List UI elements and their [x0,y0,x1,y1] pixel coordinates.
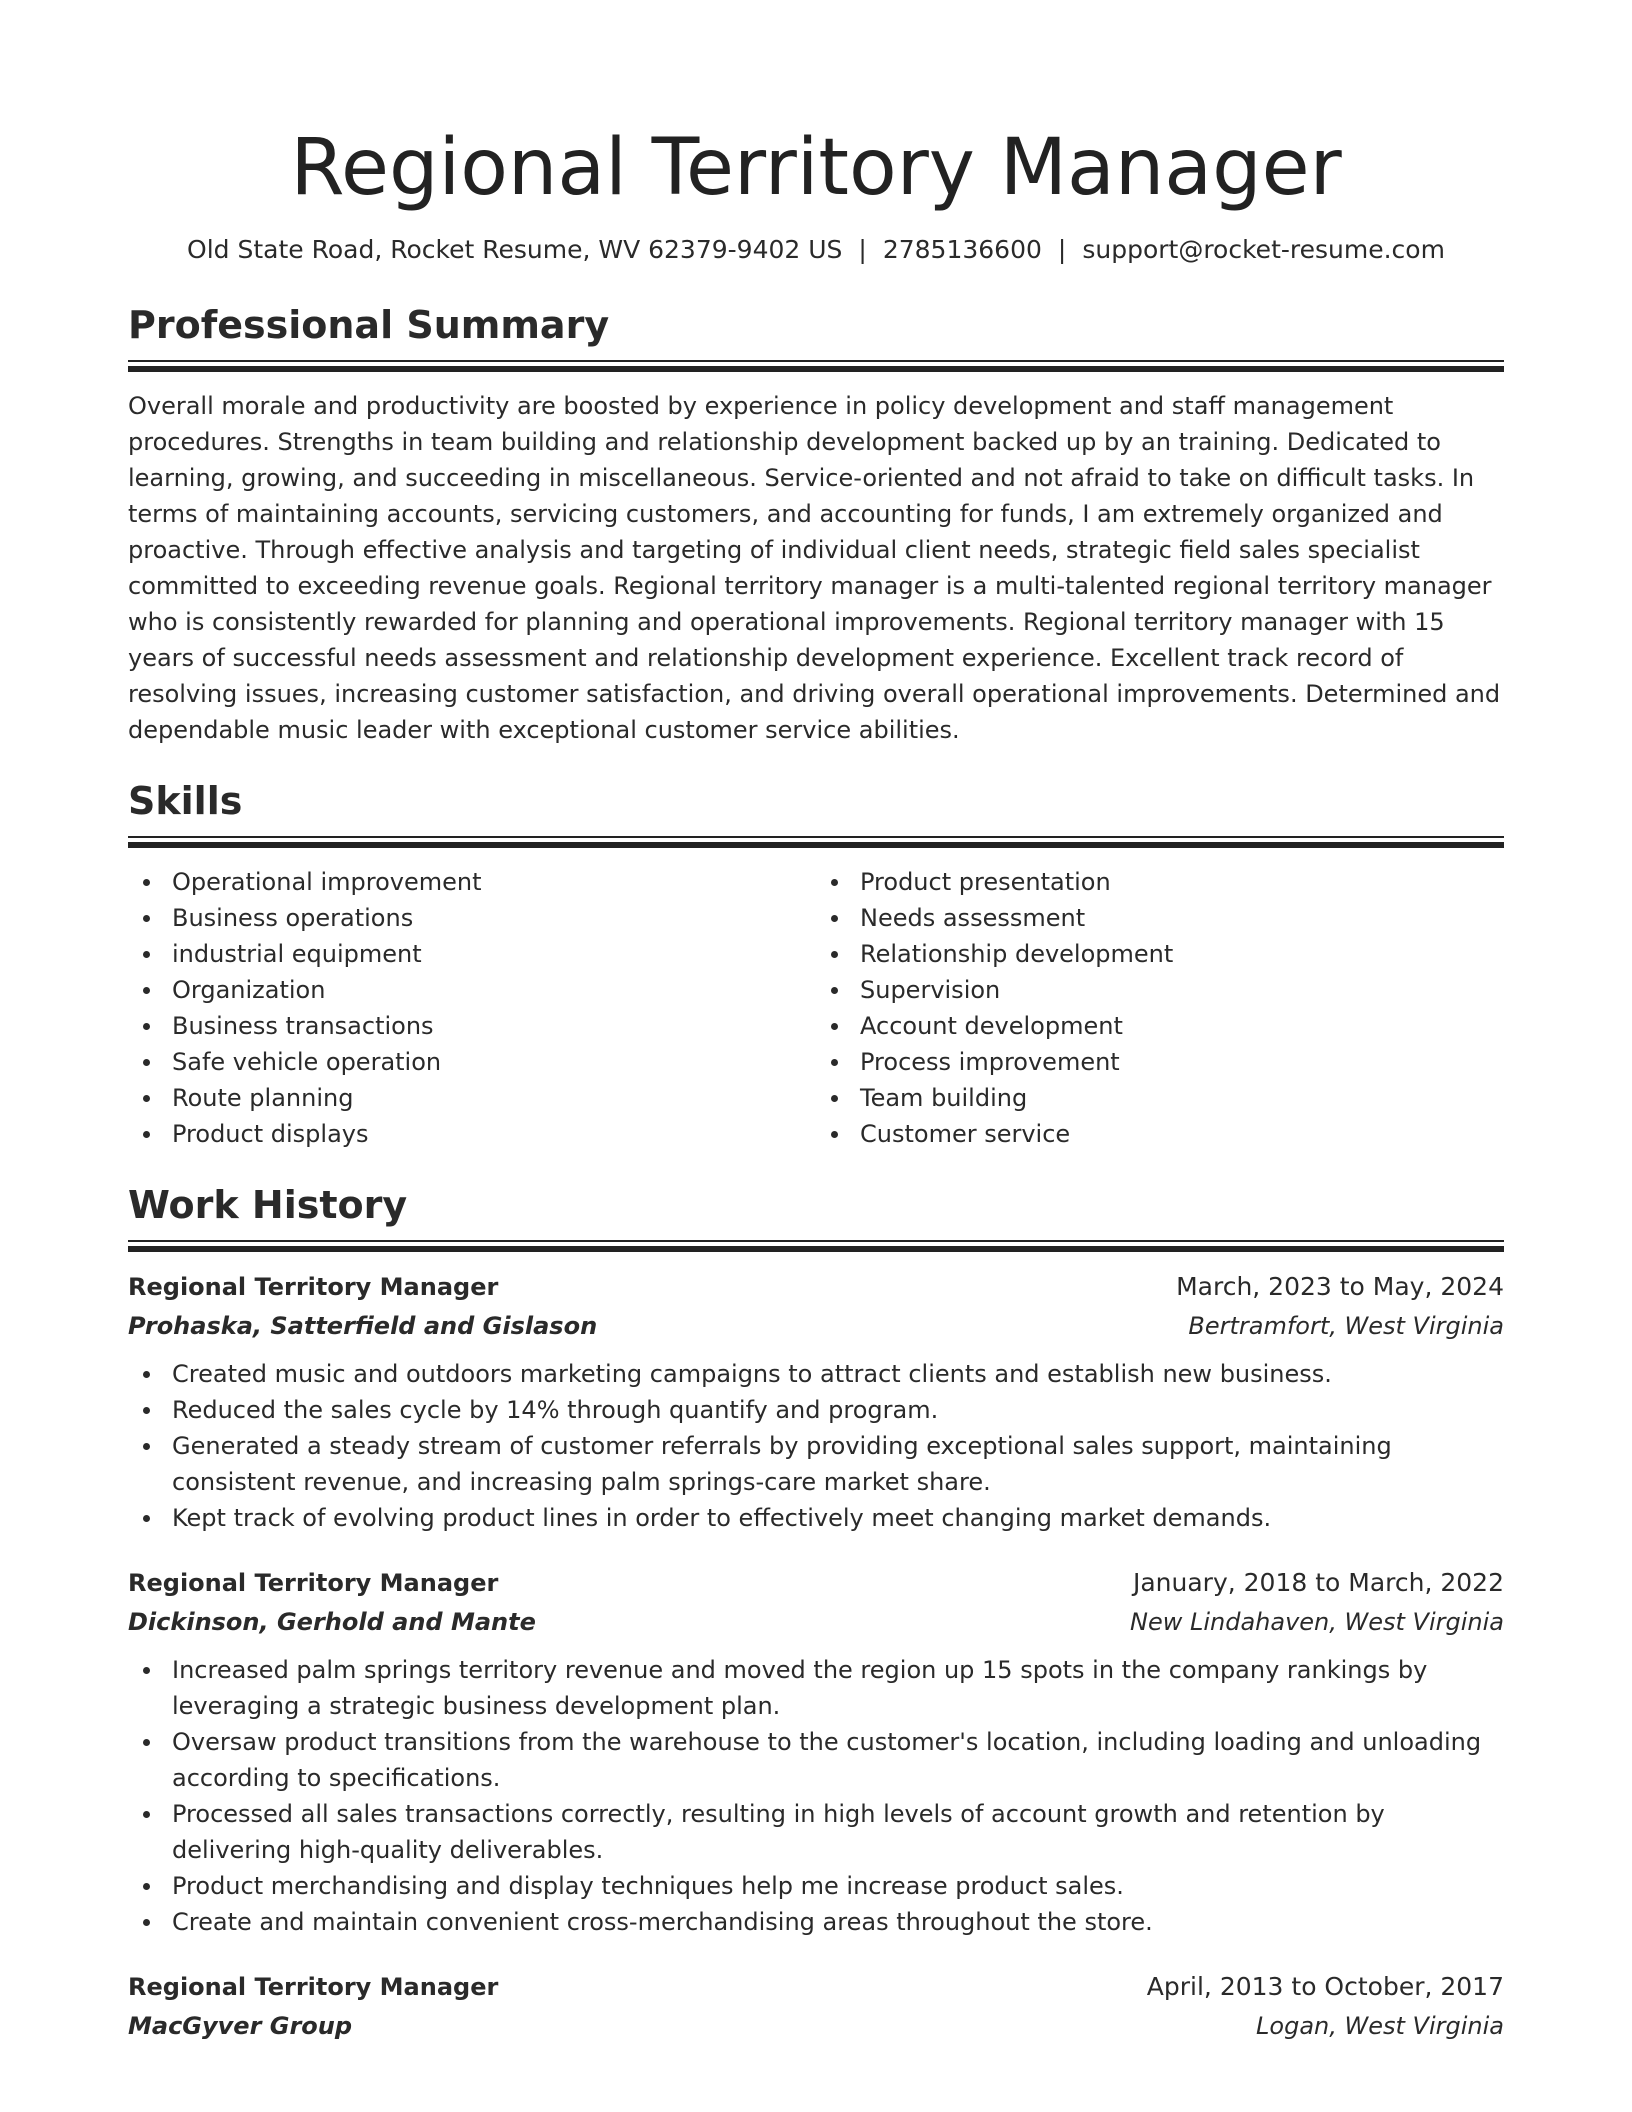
summary-text: Overall morale and productivity are boosted by experience in policy development and staff management procedures. Strengths in team building and relationship development backed up by an training. Dedicated to learning, growing, and succeeding in miscellaneous. Service-oriented and not afraid to take on difficult tasks. In terms of maintaining accounts, servicing customers, and accounting for funds, I am extremely organized and proactive. Through effective analysis and targeting of individual client needs, strategic field sales specialist committed to exceeding revenue goals. Regional territory manager is a multi-talented regional territory manager who is consistently rewarded for planning and operational improvements. Regional territory manager with 15 years of successful needs assessment and relationship development experience. Excellent track record of resolving issues, increasing customer satisfaction, and driving overall operational improvements. Determined and dependable music leader with exceptional customer service abilities. [128,392,1501,744]
skill-item: Process improvement [860,1044,1504,1080]
job-company: MacGyver Group [128,2012,353,2040]
skill-item: Safe vehicle operation [172,1044,816,1080]
job-company-row [128,1602,1504,1642]
contact-phone: 2785136600 [882,235,1042,264]
job-bullet: Reduced the sales cycle by 14% through quantify and program. [172,1392,1504,1428]
job-dates: April, 2013 to October, 2017 [1146,1972,1504,2001]
skill-item: Account development [860,1008,1504,1044]
job-header-row [128,1968,1504,2006]
contact-address: Old State Road, Rocket Resume, WV 62379-9402 US [187,235,843,264]
skill-item: Supervision [860,972,1504,1008]
job-entry [128,1564,1504,1940]
job-dates: January, 2018 to March, 2022 [1132,1568,1504,1597]
work-history-section [128,1182,1504,2046]
job-bullet: Increased palm springs territory revenue and moved the region up 15 spots in the company rankings by leveraging a strategic business development plan. [172,1652,1504,1724]
job-entry [128,1968,1504,2046]
skills-column-left [128,864,816,1152]
job-location: New Lindahaven, West Virginia [1129,1608,1504,1636]
contact-separator: | [858,235,867,264]
job-header-row [128,1268,1504,1306]
contact-line [128,234,1504,266]
skills-section [128,778,1504,1152]
resume-page [128,0,1504,2074]
skill-item: Organization [172,972,816,1008]
job-title: Regional Territory Manager [128,1973,499,2001]
skill-item: Team building [860,1080,1504,1116]
skill-item: Product presentation [860,864,1504,900]
skills-grid [128,864,1504,1152]
skill-item: Route planning [172,1080,816,1116]
contact-email: support@rocket-resume.com [1082,235,1445,264]
summary-section [128,302,1504,748]
skill-item: Business operations [172,900,816,936]
job-bullet: Create and maintain convenient cross-merchandising areas throughout the store. [172,1904,1504,1940]
skill-item: Needs assessment [860,900,1504,936]
section-divider [128,1240,1504,1252]
job-company: Prohaska, Satterfield and Gislason [128,1312,598,1340]
skill-item: Relationship development [860,936,1504,972]
section-divider [128,360,1504,372]
job-bullet: Created music and outdoors marketing campaigns to attract clients and establish new business. [172,1356,1504,1392]
job-company: Dickinson, Gerhold and Mante [128,1608,536,1636]
skills-column-right [816,864,1504,1152]
job-bullets [128,1652,1504,1940]
skill-item: Operational improvement [172,864,816,900]
contact-separator: | [1057,235,1067,264]
job-bullet: Generated a steady stream of customer referrals by providing exceptional sales support, maintaining consistent revenue, and increasing palm springs-care market share. [172,1428,1504,1500]
job-bullet: Kept track of evolving product lines in order to effectively meet changing market demands. [172,1500,1504,1536]
skill-item: Business transactions [172,1008,816,1044]
skill-item: industrial equipment [172,936,816,972]
job-dates: March, 2023 to May, 2024 [1176,1272,1504,1301]
section-title-summary: Professional Summary [128,303,610,347]
job-bullet: Product merchandising and display techniques help me increase product sales. [172,1868,1504,1904]
job-company-row [128,2006,1504,2046]
job-title: Regional Territory Manager [128,1569,499,1597]
skill-item: Customer service [860,1116,1504,1152]
section-title-skills: Skills [128,779,243,823]
job-bullet: Processed all sales transactions correctly, resulting in high levels of account growth and retention by delivering high-quality deliverables. [172,1796,1504,1868]
job-bullet: Oversaw product transitions from the warehouse to the customer's location, including loading and unloading according to specifications. [172,1724,1504,1796]
skill-item: Product displays [172,1116,816,1152]
job-header-row [128,1564,1504,1602]
job-entry [128,1268,1504,1536]
candidate-name: Regional Territory Manager [290,123,1342,213]
job-location: Bertramfort, West Virginia [1188,1312,1504,1340]
section-divider [128,836,1504,848]
job-bullets [128,1356,1504,1536]
job-title: Regional Territory Manager [128,1273,499,1301]
job-location: Logan, West Virginia [1256,2012,1504,2040]
section-title-work-history: Work History [128,1183,408,1227]
job-company-row [128,1306,1504,1346]
